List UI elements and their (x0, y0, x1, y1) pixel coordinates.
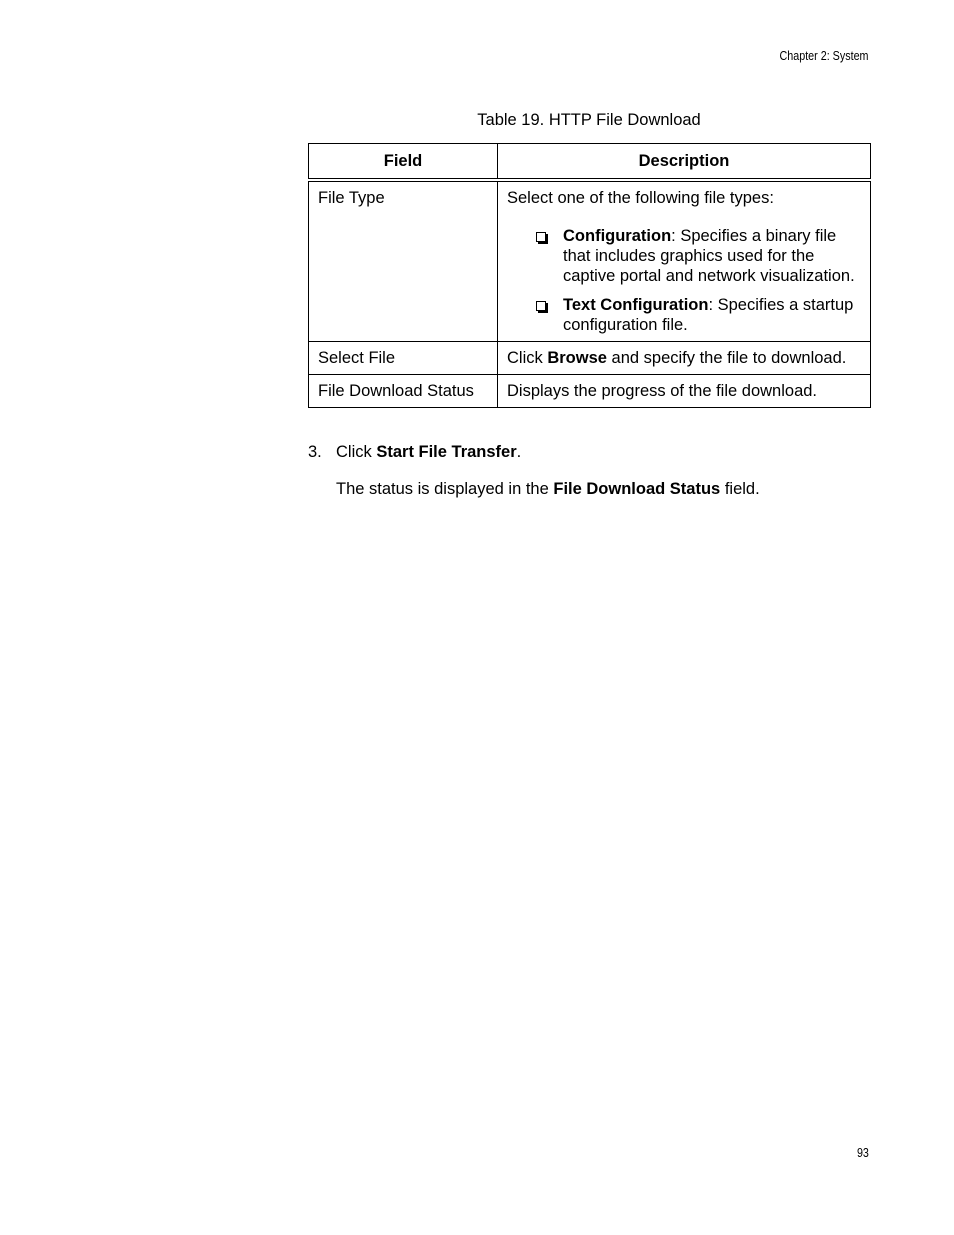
table-row (309, 180, 871, 342)
step-bold: Start File Transfer (376, 443, 517, 461)
checkbox-bullet-icon (536, 232, 546, 242)
list-item (535, 295, 861, 335)
option-term: Configuration (563, 227, 672, 245)
field-cell: File Type (309, 180, 498, 342)
table-row (309, 375, 871, 408)
note-text: field. (720, 480, 760, 498)
running-header: Chapter 2: System (779, 49, 869, 63)
option-term: Text Configuration (563, 296, 709, 314)
note-text: The status is displayed in the (336, 480, 554, 498)
step-text: . (516, 443, 522, 461)
description-cell (498, 342, 871, 375)
file-type-list (507, 226, 861, 335)
description-cell: Displays the progress of the file download. (498, 375, 871, 408)
table-row (309, 342, 871, 375)
description-text: and specify the file to download. (606, 349, 847, 367)
step-text: Click (336, 443, 377, 461)
note-bold: File Download Status (553, 480, 721, 498)
field-cell: File Download Status (309, 375, 498, 408)
step-3 (308, 441, 521, 463)
description-bold: Browse (547, 349, 607, 367)
description-intro: Select one of the following file types: (507, 189, 774, 207)
http-file-download-table (308, 143, 871, 408)
option-text: : Specifies a startup configuration file. (563, 296, 854, 334)
field-cell: Select File (309, 342, 498, 375)
column-header-description: Description (498, 144, 871, 181)
list-item (535, 226, 861, 286)
table-header-row (309, 144, 871, 181)
option-text: : Specifies a binary file that includes graphics used for the captive portal and network visualization. (563, 227, 855, 285)
step-number: 3. (308, 443, 322, 461)
description-text: Click (507, 349, 548, 367)
description-cell (498, 180, 871, 342)
column-header-field: Field (309, 144, 498, 181)
table-caption: Table 19. HTTP File Download (477, 111, 701, 129)
page-number: 93 (857, 1146, 869, 1160)
status-note (336, 478, 760, 500)
checkbox-bullet-icon (536, 301, 546, 311)
